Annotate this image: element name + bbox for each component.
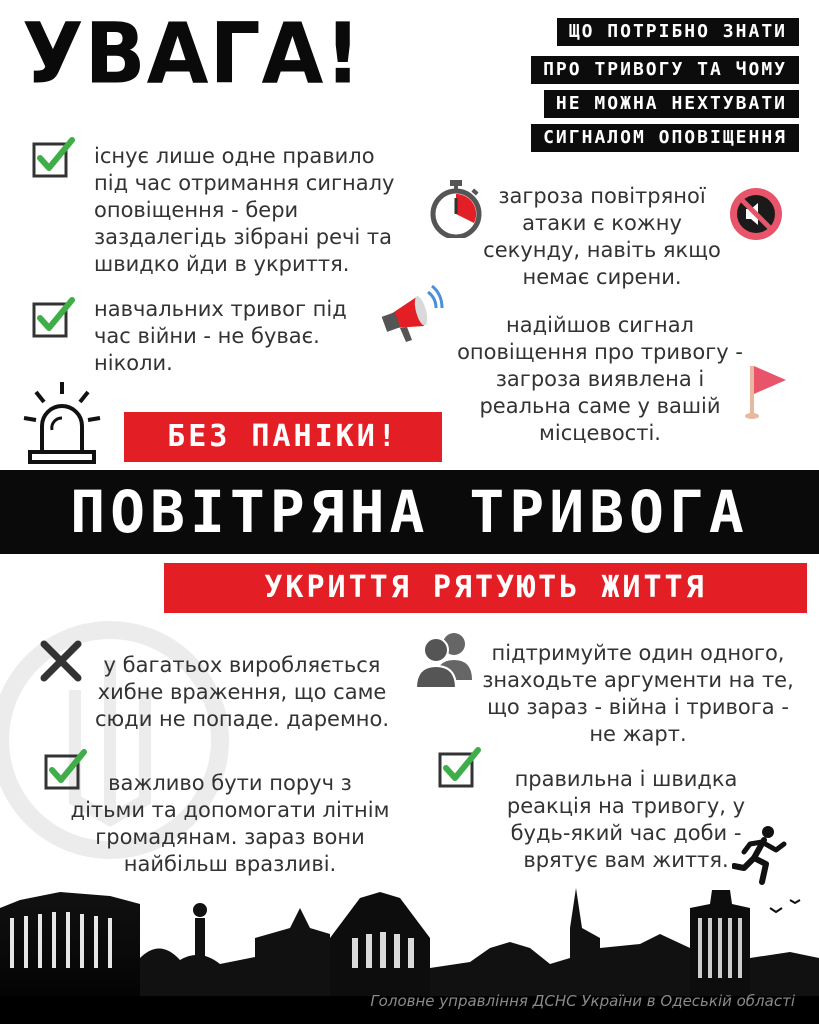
- people-icon: [414, 628, 476, 690]
- siren-light-icon: [22, 380, 102, 464]
- check-icon: [30, 294, 78, 342]
- no-drills-text: навчальних тривог під час війни - не буває. ніколи.: [94, 297, 347, 375]
- signal-text: надійшов сигнал оповіщення про тривогу - загроза виявлена і реальна саме у вашій місцевості.: [457, 313, 743, 445]
- band-title: ПОВІТРЯНА ТРИВОГА: [70, 478, 749, 546]
- sound-off-icon: [728, 186, 784, 242]
- support-text: підтримуйте один одного, знаходьте аргументи на те, що зараз - війна і тривога - не жарт.: [482, 641, 794, 746]
- subtitle-line-3: НЕ МОЖНА НЕХТУВАТИ: [544, 90, 799, 118]
- false-impression-text: у багатьох виробляється хибне враження, що саме сюди не попаде. даремно.: [94, 653, 390, 731]
- shelters-banner: УКРИТТЯ РЯТУЮТЬ ЖИТТЯ: [164, 563, 807, 613]
- rule-text: існує лише одне правило під час отримання сигналу оповіщення - бери заздалегідь зібрані речі та швидко йди в укриття.: [94, 144, 395, 276]
- threat-text: загроза повітряної атаки є кожну секунду, навіть якщо немає сирени.: [483, 184, 721, 289]
- subtitle-line-1: ЩО ПОТРІБНО ЗНАТИ: [557, 18, 799, 46]
- subtitle-line-4: СИГНАЛОМ ОПОВІЩЕННЯ: [531, 124, 799, 152]
- megaphone-icon: [380, 282, 446, 348]
- reaction-text: правильна і швидка реакція на тривогу, у будь-який час доби - врятує вам життя.: [506, 767, 746, 872]
- footer-credit: Головне управління ДСНС України в Одеській області: [370, 992, 795, 1010]
- subtitle-line-2: ПРО ТРИВОГУ ТА ЧОМУ: [531, 56, 799, 84]
- check-icon: [30, 134, 78, 182]
- flag-icon: [742, 362, 790, 420]
- children-text: важливо бути поруч з дітьми та допомогати літнім громадянам. зараз вони найбільш вразливі.: [70, 771, 390, 876]
- page-title: УВАГА!: [22, 4, 362, 103]
- no-panic-banner: БЕЗ ПАНІКИ!: [124, 412, 442, 462]
